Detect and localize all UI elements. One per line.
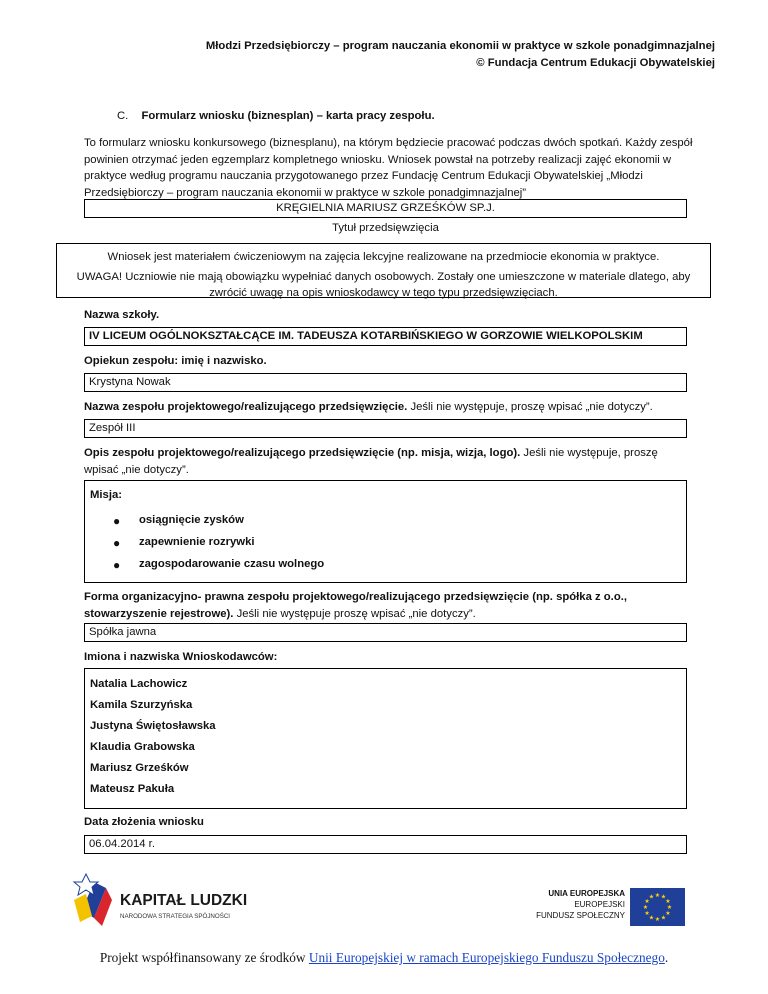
eu-fund-link[interactable]: Unii Europejskiej w ramach Europejskiego Funduszu Społecznego [308, 950, 665, 965]
legal-form-label [84, 589, 690, 622]
legal-form-field: Spółka jawna [84, 623, 687, 642]
eu-star-icon: ★ [654, 917, 661, 923]
footer-note-prefix: Projekt współfinansowany ze środków [99, 950, 309, 965]
mission-item-text: osiągnięcie zysków [139, 514, 244, 526]
legal-form-label-hint: Jeśli nie występuje proszę wpisać „nie dotyczy”. [233, 607, 476, 620]
supervisor-label: Opiekun zespołu: imię i nazwisko. [84, 355, 267, 367]
project-title-label: Tytuł przedsięwzięcia [332, 222, 439, 234]
applicant-name: Natalia Lachowicz [90, 678, 188, 690]
team-name-label-hint: Jeśli nie występuje, proszę wpisać „nie dotyczy”. [407, 401, 653, 413]
eu-star-icon: ★ [660, 915, 667, 922]
section-title-text: Formularz wniosku (biznesplan) – karta pracy zespołu. [141, 110, 435, 122]
submission-date-label: Data złożenia wniosku [84, 816, 204, 828]
section-title [117, 110, 435, 122]
section-letter: C. [117, 110, 129, 122]
team-name-field: Zespół III [84, 419, 687, 438]
eu-star-icon: ★ [648, 894, 655, 901]
eu-flag-icon [630, 888, 685, 926]
eu-star-icon: ★ [648, 915, 655, 922]
team-description-label-hint: Jeśli nie występuje, proszę wpisać „nie dotyczy”. [84, 447, 658, 476]
eu-star-icon: ★ [666, 905, 673, 911]
header-line-2: © Fundacja Centrum Edukacji Obywatelskiej [476, 57, 715, 69]
applicant-name: Justyna Świętosławska [90, 720, 216, 732]
legal-form-label-bold: Forma organizacyjno- prawna zespołu projektowego/realizującego przedsięwzięcie (np. spółka z o.o., stowarzyszenie rejestrowe). [84, 591, 627, 620]
eu-star-icon: ★ [665, 911, 671, 917]
applicant-name: Mateusz Pakuła [90, 783, 175, 795]
eu-logo [530, 888, 685, 928]
applicant-name: Mariusz Grześków [90, 762, 189, 774]
supervisor-field: Krystyna Nowak [84, 373, 687, 392]
school-field: IV LICEUM OGÓLNOKSZTAŁCĄCE IM. TADEUSZA KOTARBIŃSKIEGO W GORZOWIE WIELKOPOLSKIM [84, 327, 687, 346]
eu-star-icon: ★ [665, 899, 671, 905]
eu-text [530, 888, 625, 921]
eu-star-icon: ★ [654, 893, 661, 899]
submission-date-field: 06.04.2014 r. [84, 835, 687, 854]
team-description-field [84, 480, 687, 583]
notice-line-2: UWAGA! Uczniowie nie mają obowiązku wypełniać danych osobowych. Zostały one umieszczone w materiale dlatego, aby zwrócić uwagę na opis wnioskodawcy w tego typu przedsięwzięciach. [76, 271, 691, 299]
bullet-icon: ● [113, 514, 121, 528]
page-header [206, 38, 715, 72]
eu-star-icon: ★ [644, 899, 650, 905]
eu-star-icon: ★ [660, 894, 667, 901]
bullet-icon: ● [113, 536, 121, 550]
header-line-1: Młodzi Przedsiębiorczy – program nauczania ekonomii w praktyce w szkole ponadgimnazjalnej [205, 40, 715, 52]
applicant-name: Kamila Szurzyńska [90, 699, 193, 711]
eu-line-3: FUNDUSZ SPOŁECZNY [536, 911, 625, 920]
intro-paragraph: To formularz wniosku konkursowego (biznesplanu), na którym będziecie pracować podczas dwóch spotkań. Każdy zespół powinien otrzymać jeden egzemplarz kompletnego wniosku. Wniosek powstał na potrzeby realizacji zajęć ekonomii w praktyce według programu nauczania przygotowanego przez Fundację Centrum Edukacji Obywatelskiej „Młodzi Przedsiębiorczy – program nauczania ekonomii w praktyce w szkole ponadgimnazjalnej” [84, 137, 693, 199]
team-name-label [84, 399, 690, 416]
kl-subtitle-text: NARODOWA STRATEGIA SPÓJNOŚCI [120, 913, 231, 920]
kapital-ludzki-emblem-icon [72, 870, 252, 932]
team-description-label [84, 445, 690, 478]
notice-box [56, 243, 711, 298]
team-description-label-bold: Opis zespołu projektowego/realizującego przedsięwzięcie (np. misja, wizja, logo). [84, 447, 521, 459]
eu-line-1: UNIA EUROPEJSKA [548, 889, 625, 898]
notice-line-1: Wniosek jest materiałem ćwiczeniowym na zajęcia lekcyjne realizowane na przedmiocie ekonomia w praktyce. [107, 251, 660, 263]
footer-note-suffix: . [664, 950, 669, 965]
eu-star-icon: ★ [644, 911, 650, 917]
bullet-icon: ● [113, 558, 121, 572]
mission-item-text: zagospodarowanie czasu wolnego [139, 558, 325, 570]
kl-title-text: KAPITAŁ LUDZKI [120, 892, 248, 909]
school-label: Nazwa szkoły. [84, 309, 160, 321]
applicants-field [84, 668, 687, 809]
applicants-label: Imiona i nazwiska Wnioskodawców: [84, 651, 278, 663]
mission-item-text: zapewnienie rozrywki [139, 536, 255, 548]
mission-label: Misja: [90, 489, 123, 501]
project-title-field: KRĘGIELNIA MARIUSZ GRZEŚKÓW SP.J. [84, 199, 687, 218]
eu-star-icon: ★ [642, 905, 649, 911]
footer-note [0, 950, 768, 966]
applicant-name: Klaudia Grabowska [90, 741, 195, 753]
eu-line-2: EUROPEJSKI [574, 900, 625, 909]
team-name-label-bold: Nazwa zespołu projektowego/realizującego przedsięwzięcie. [84, 401, 408, 413]
kapital-ludzki-logo [72, 870, 252, 932]
